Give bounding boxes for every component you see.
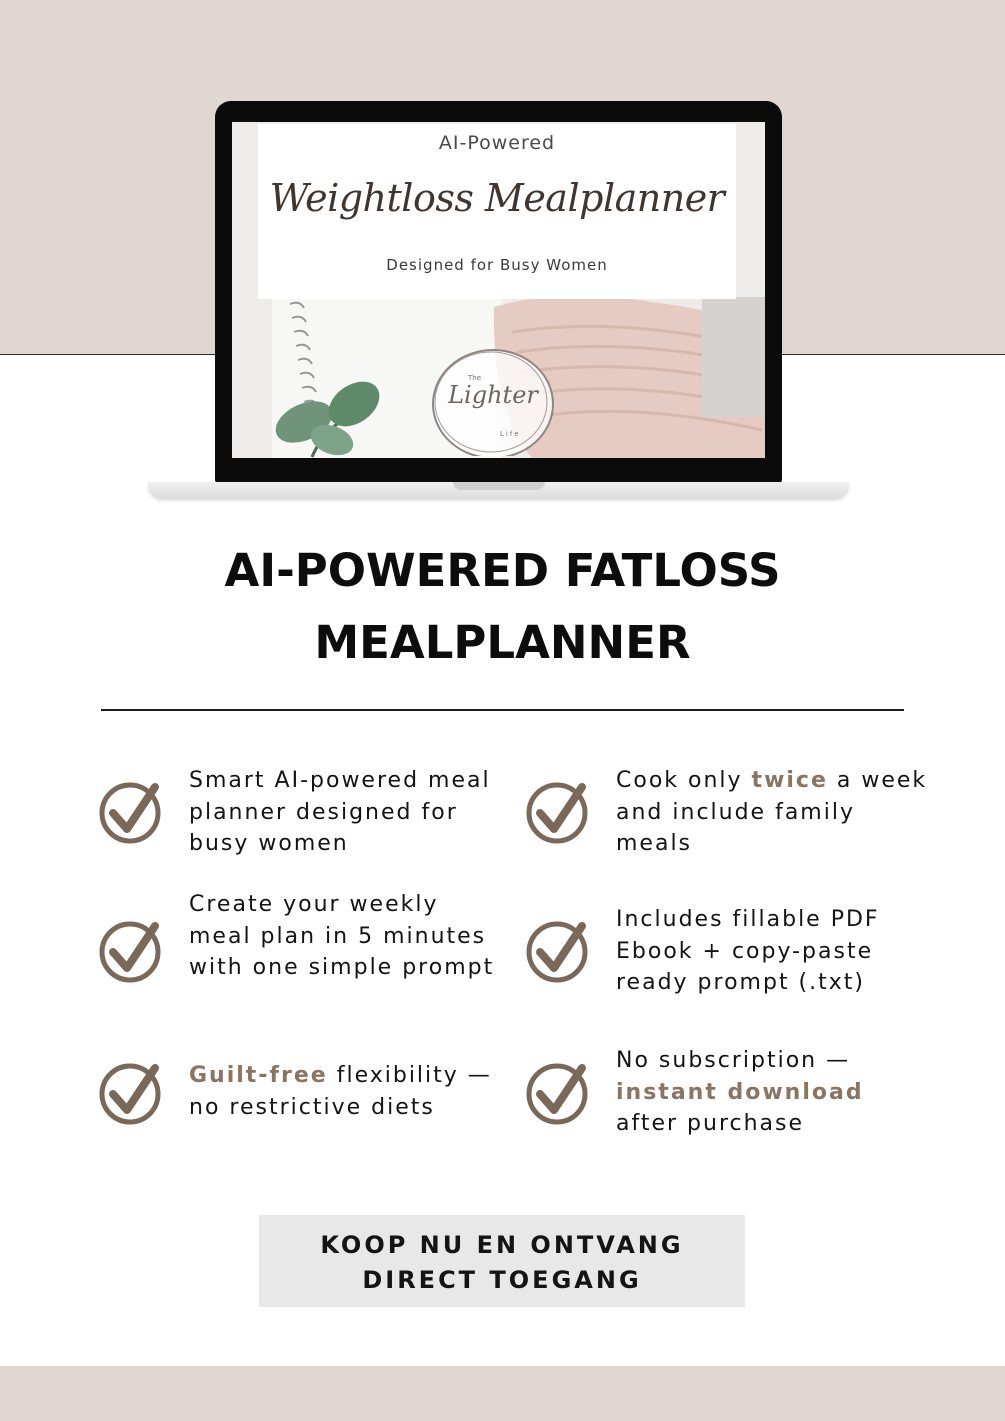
check-circle-icon bbox=[526, 779, 592, 845]
feature-highlight: instant download bbox=[616, 1079, 864, 1105]
buy-now-line-1: KOOP NU EN ONTVANG bbox=[320, 1231, 684, 1259]
check-circle-icon bbox=[99, 918, 165, 984]
page-title bbox=[60, 535, 945, 679]
cover-subtitle: Designed for Busy Women bbox=[386, 256, 608, 274]
feature-highlight: twice bbox=[751, 768, 828, 793]
feature-text bbox=[616, 1045, 931, 1140]
logo-bottom-text: Life bbox=[500, 430, 521, 438]
feature-text: Create your weekly meal plan in 5 minutes with one simple prompt bbox=[189, 892, 495, 980]
feature-text-part: flexibility — no restrictive diets bbox=[189, 1063, 492, 1120]
cover-title: Weightloss Mealplanner bbox=[269, 176, 725, 220]
cover-kicker: AI-Powered bbox=[438, 132, 556, 154]
divider bbox=[101, 709, 904, 711]
laptop-notch bbox=[453, 482, 545, 490]
feature-text-part: No subscription — bbox=[616, 1048, 851, 1073]
laptop-screen bbox=[232, 122, 765, 458]
check-circle-icon bbox=[99, 1060, 165, 1126]
the-lighter-life-logo bbox=[428, 344, 558, 456]
feature-highlight: Guilt-free bbox=[189, 1063, 328, 1088]
check-circle-icon bbox=[526, 1060, 592, 1126]
feature-text-part: a week and include family meals bbox=[616, 768, 928, 856]
feature-text: Includes fillable PDF Ebook + copy-paste ready prompt (.txt) bbox=[616, 907, 880, 995]
feature-text-part: after purchase bbox=[616, 1111, 805, 1136]
feature-text bbox=[189, 1060, 504, 1123]
title-line-2: MEALPLANNER bbox=[314, 616, 691, 669]
logo-top-text: The bbox=[468, 374, 482, 382]
feature-text: Smart AI-powered meal planner designed for busy women bbox=[189, 768, 491, 856]
feature-text bbox=[616, 765, 931, 860]
buy-now-line-2: DIRECT TOEGANG bbox=[362, 1266, 642, 1294]
buy-now-label bbox=[259, 1228, 745, 1298]
logo-script-text: Lighter bbox=[448, 381, 538, 409]
check-circle-icon bbox=[99, 779, 165, 845]
title-line-1: AI-POWERED FATLOSS bbox=[224, 544, 781, 597]
buy-now-button[interactable] bbox=[259, 1215, 745, 1307]
product-cover-card bbox=[258, 124, 736, 299]
bottom-color-band bbox=[0, 1366, 1005, 1421]
check-circle-icon bbox=[526, 918, 592, 984]
feature-text-part: Cook only bbox=[616, 768, 752, 793]
